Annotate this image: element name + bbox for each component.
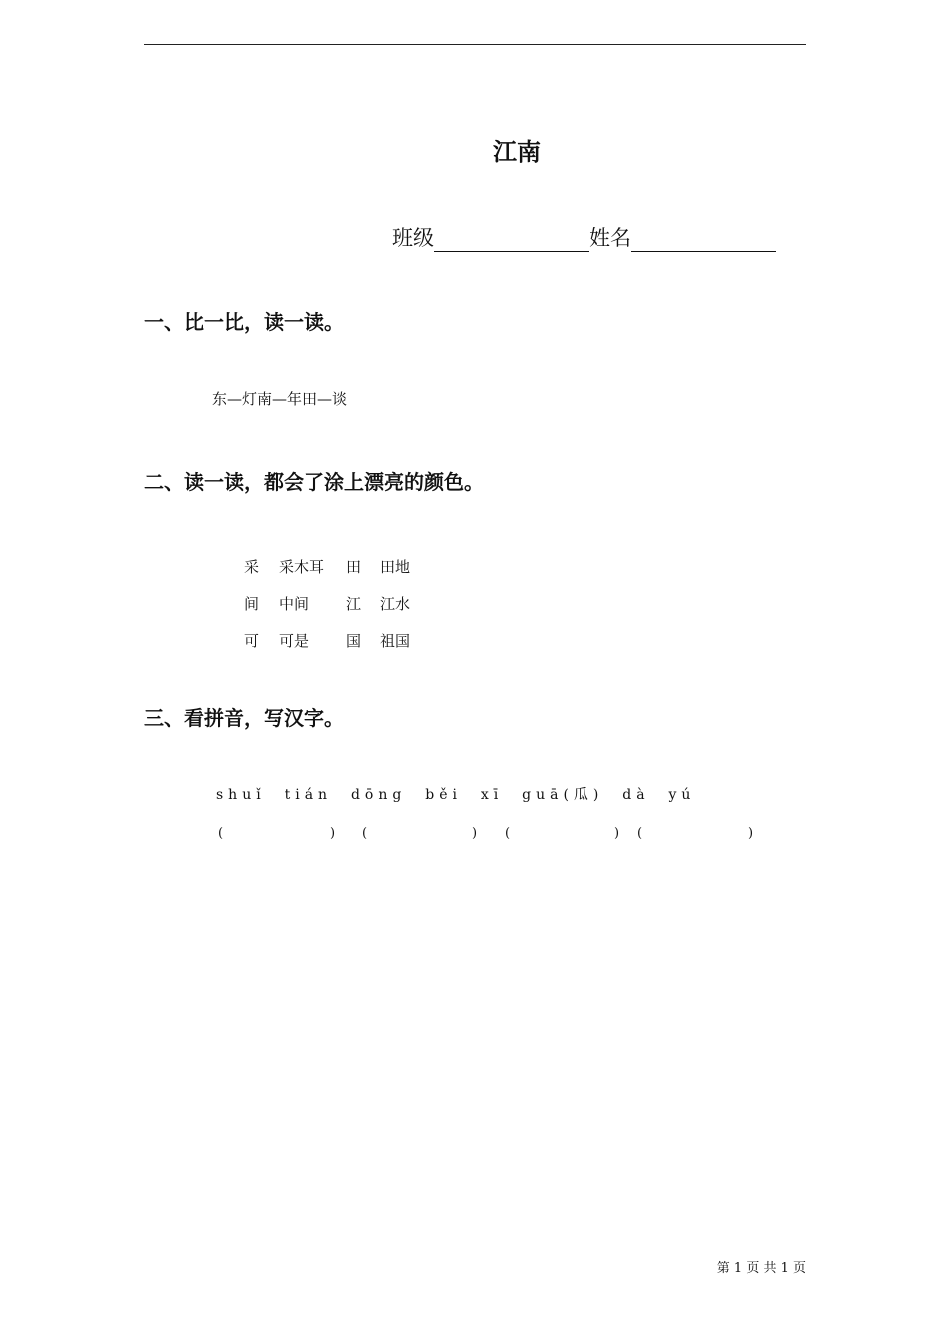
table-cell: 可是 [279,632,310,650]
answer-paren-open: ( [218,826,224,841]
table-cell: 田地 [380,558,411,576]
table-cell: 采 [244,558,260,576]
table-cell: 江水 [380,595,411,613]
compare-text: 东—灯南—年田—谈 [212,390,348,408]
reading-table [244,548,440,659]
table-cell: 田 [346,558,362,576]
name-label: 姓名 [589,226,631,250]
answer-paren-open: ( [637,826,643,841]
table-cell: 可 [244,632,260,650]
section-1-heading: 一、比一比，读一读。 [144,310,344,334]
answer-paren-close: ) [748,826,754,841]
class-label: 班级 [392,226,434,250]
answer-paren-close: ) [472,826,478,841]
page-title: 江南 [493,138,541,166]
answer-paren-open: ( [362,826,368,841]
table-cell: 国 [346,632,362,650]
table-row [244,585,440,622]
header-rule [144,44,806,45]
page-footer: 第 1 页 共 1 页 [716,1261,806,1276]
class-blank[interactable] [434,229,589,252]
table-cell: 中间 [279,595,310,613]
table-row [244,622,440,659]
section-2-heading: 二、读一读，都会了涂上漂亮的颜色。 [144,470,484,494]
section-3-heading: 三、看拼音，写汉字。 [144,706,344,730]
table-row [244,548,440,585]
name-blank[interactable] [631,229,776,252]
table-cell: 间 [244,595,260,613]
table-cell: 采木耳 [279,558,325,576]
table-cell: 祖国 [380,632,411,650]
answer-paren-close: ) [614,826,620,841]
student-info [392,222,776,252]
pinyin-line: shuǐ tián dōng běi xī guā(瓜) dà yú [216,787,696,803]
answer-paren-open: ( [505,826,511,841]
table-cell: 江 [346,595,362,613]
answer-paren-close: ) [330,826,336,841]
